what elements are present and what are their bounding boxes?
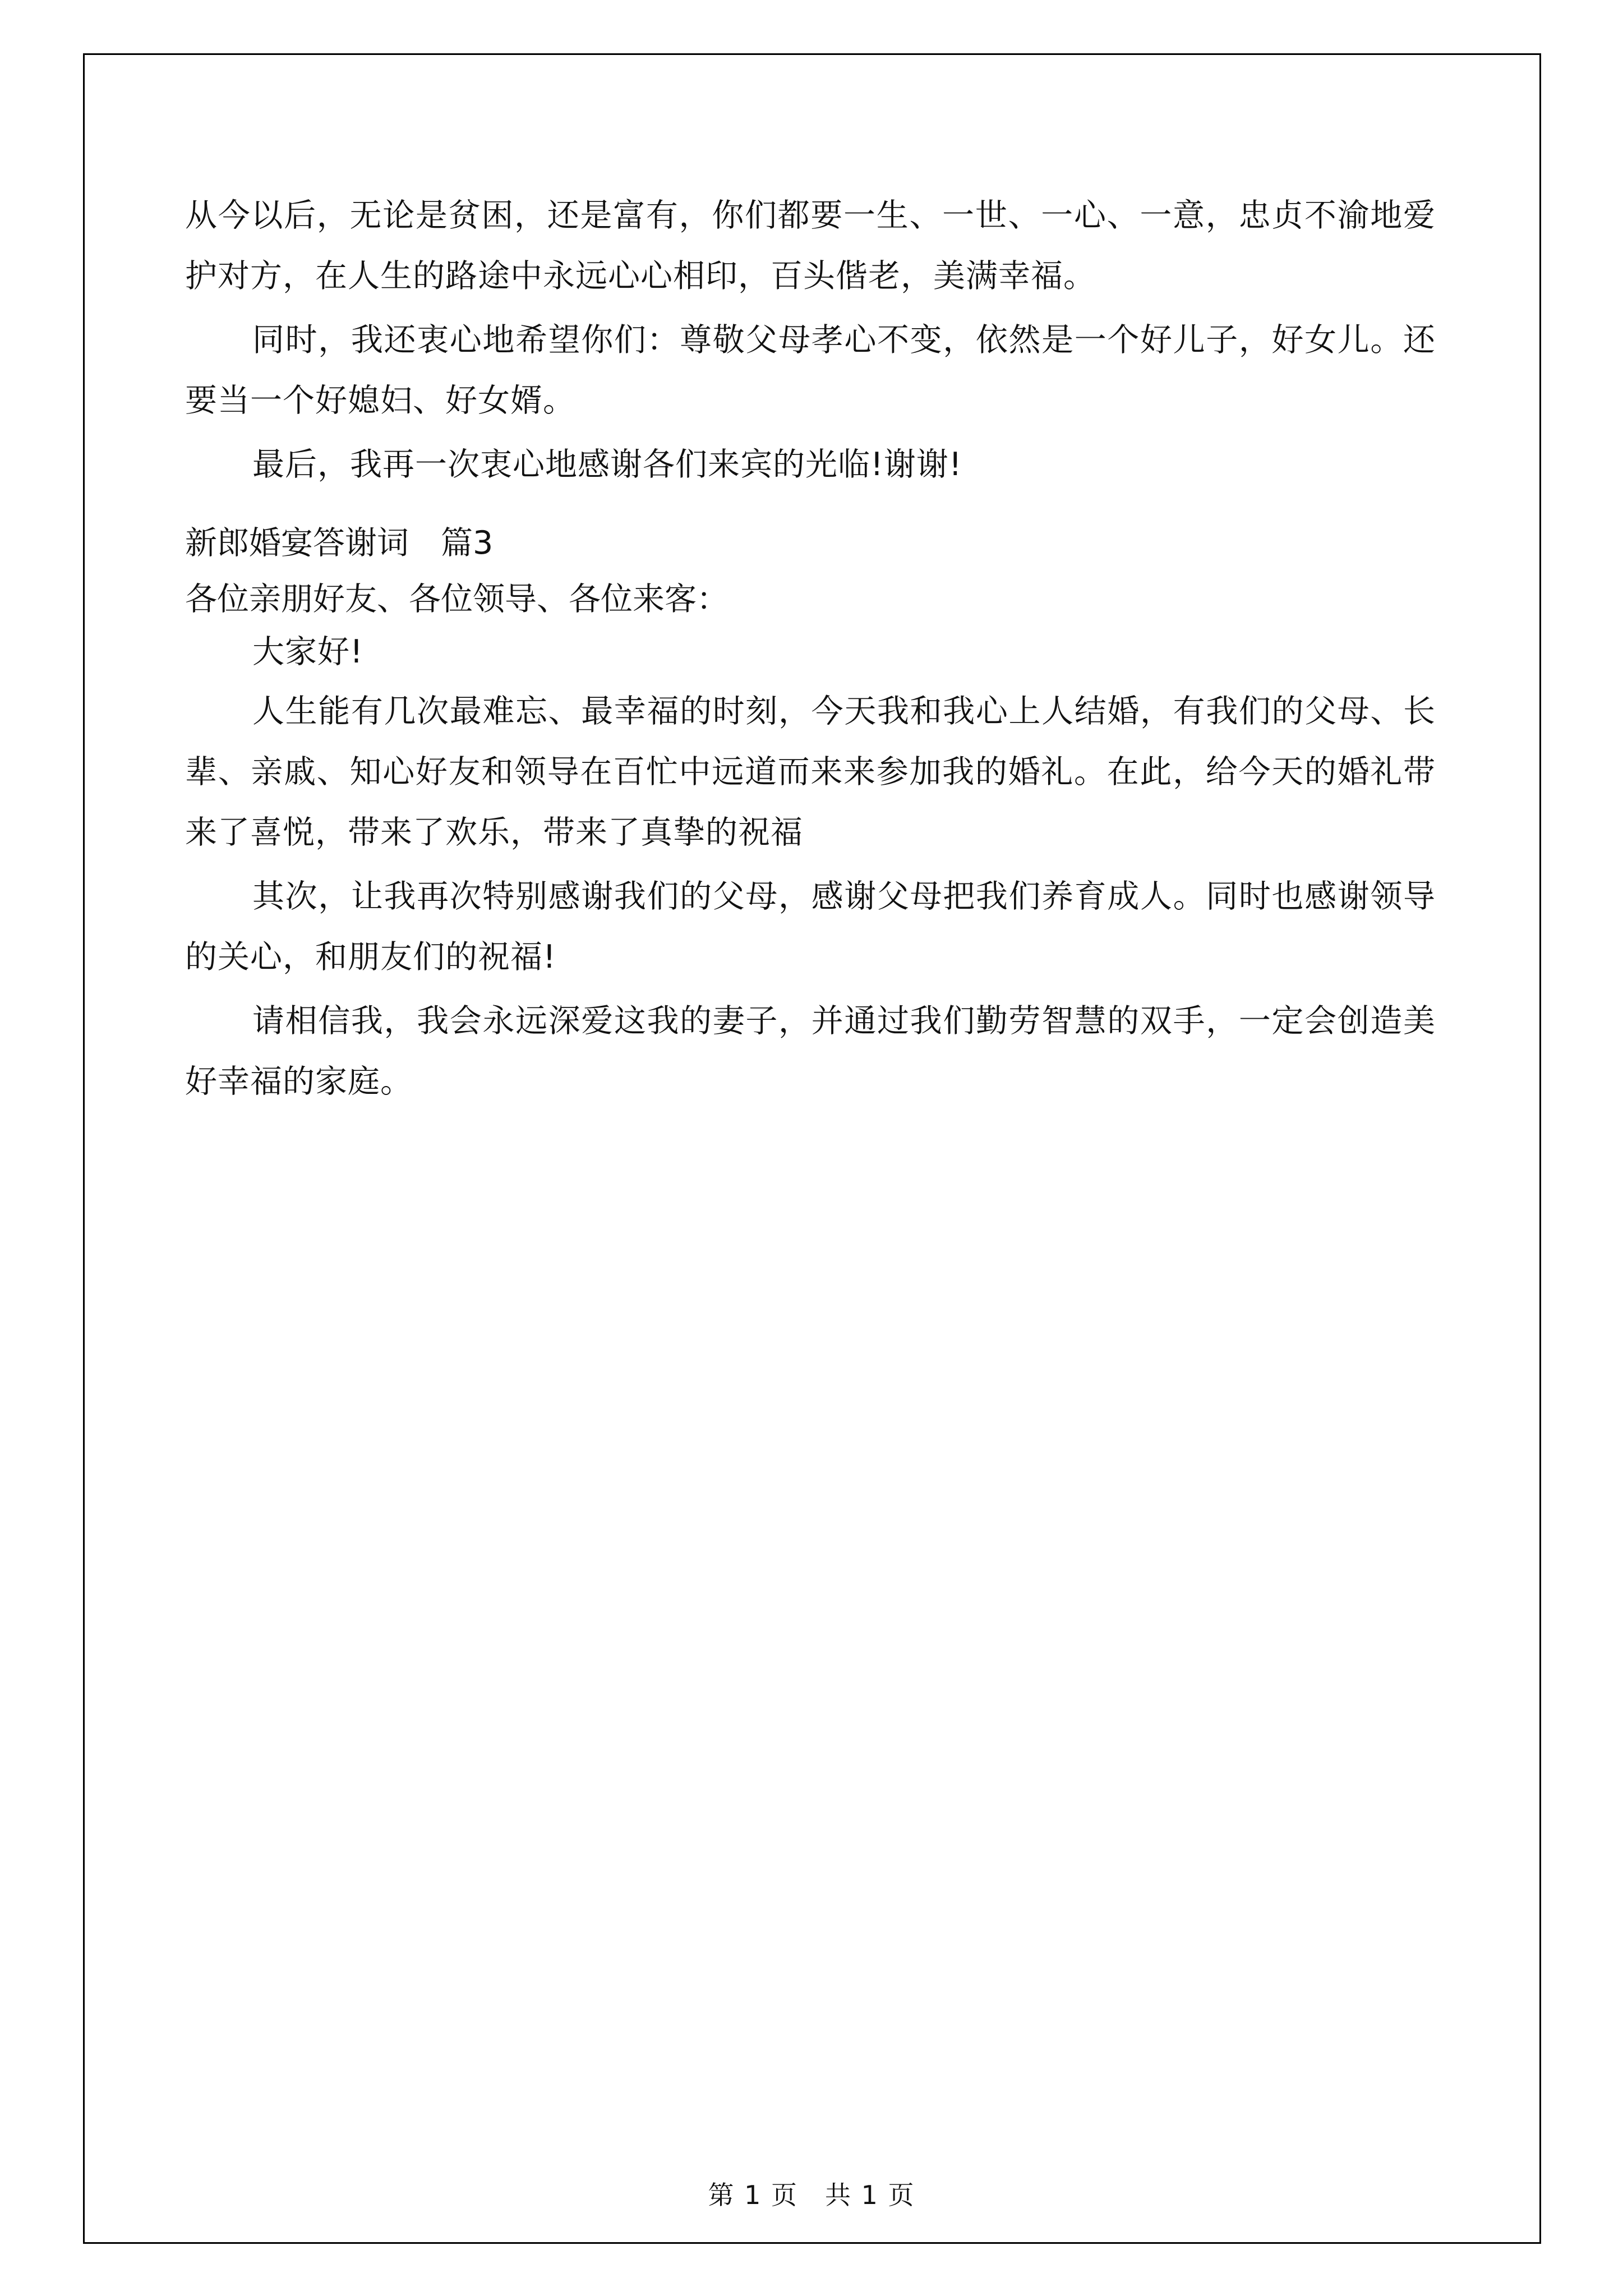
paragraph-3: 最后，我再一次衷心地感谢各们来宾的光临!谢谢! (252, 446, 962, 483)
document-content (185, 185, 1436, 1115)
greeting-line: 大家好! (252, 633, 363, 670)
paragraph-1: 从今以后，无论是贫困，还是富有，你们都要一生、一世、一心、一意，忠贞不渝地爱护对方，在人生的路途中永远心心相印，百头偕老，美满幸福。 (185, 197, 1436, 295)
section-heading: 新郎婚宴答谢词 篇3 (185, 524, 494, 562)
section-paragraph-1: 人生能有几次最难忘、最幸福的时刻，今天我和我心上人结婚，有我们的父母、长辈、亲戚、知心好友和领导在百忙中远道而来来参加我的婚礼。在此，给今天的婚礼带来了喜悦，带来了欢乐，带来了真挚的祝福 (185, 693, 1436, 851)
page-footer: 第 1 页 共 1 页 (708, 2180, 915, 2210)
section-paragraph-2: 其次，让我再次特别感谢我们的父母，感谢父母把我们养育成人。同时也感谢领导的关心，和朋友们的祝福! (185, 878, 1436, 976)
section-paragraph-3: 请相信我，我会永远深爱这我的妻子，并通过我们勤劳智慧的双手，一定会创造美好幸福的家庭。 (185, 1002, 1436, 1100)
paragraph-2: 同时，我还衷心地希望你们：尊敬父母孝心不变，依然是一个好儿子，好女儿。还要当一个好媳妇、好女婿。 (185, 321, 1436, 419)
salutation-line: 各位亲朋好友、各位领导、各位来客： (185, 581, 728, 618)
